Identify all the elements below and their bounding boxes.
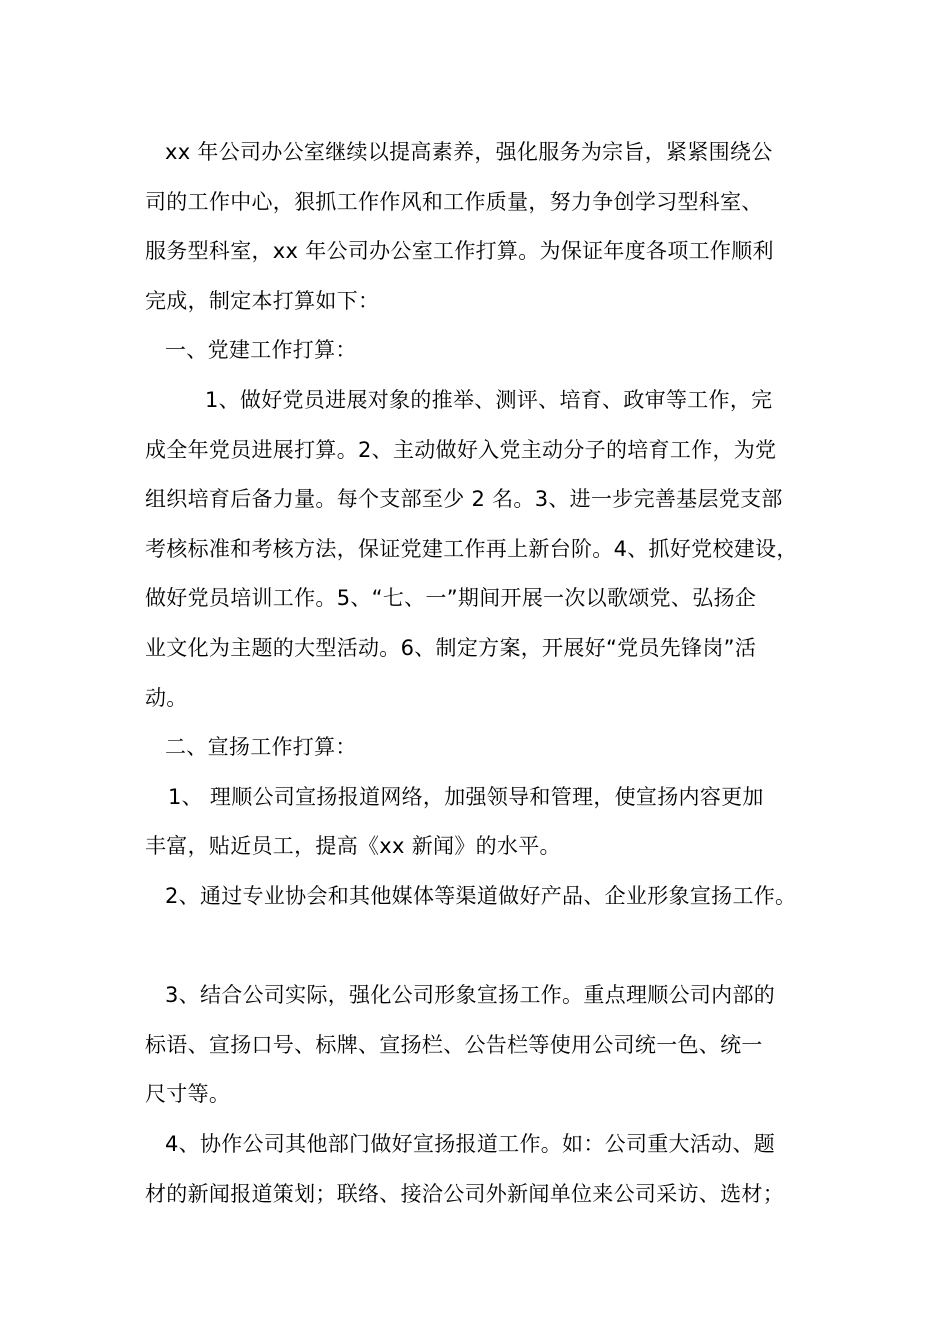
paragraph-publicity-item2: 2、通过专业协会和其他媒体等渠道做好产品、企业形象宣扬工作。 bbox=[165, 884, 797, 908]
paragraph-publicity-item3-line-1: 3、结合公司实际，强化公司形象宣扬工作。重点理顺公司内部的 bbox=[165, 983, 776, 1007]
paragraph-intro-line-2: 司的工作中心，狠抓工作作风和工作质量，努力争创学习型科室、 bbox=[145, 190, 763, 214]
paragraph-party-line-4: 考核标准和考核方法，保证党建工作再上新台阶。4、抓好党校建设， bbox=[145, 537, 798, 561]
paragraph-publicity-item3-line-3: 尺寸等。 bbox=[145, 1082, 231, 1106]
paragraph-party-line-2: 成全年党员进展打算。2、主动做好入党主动分子的培育工作，为党 bbox=[145, 438, 777, 462]
section-heading-party-building: 一、党建工作打算： bbox=[165, 338, 357, 362]
paragraph-intro-line-1: xx 年公司办公室继续以提高素养，强化服务为宗旨，紧紧围绕公 bbox=[165, 140, 773, 164]
paragraph-publicity-item3-line-2: 标语、宣扬口号、标牌、宣扬栏、公告栏等使用公司统一色、统一 bbox=[145, 1033, 763, 1057]
paragraph-party-line-3: 组织培育后备力量。每个支部至少 2 名。3、进一步完善基层党支部 bbox=[145, 487, 783, 511]
paragraph-intro-line-3: 服务型科室，xx 年公司办公室工作打算。为保证年度各项工作顺利 bbox=[145, 239, 774, 263]
paragraph-party-line-5: 做好党员培训工作。5、“七、一”期间开展一次以歌颂党、弘扬企 bbox=[145, 586, 757, 610]
paragraph-publicity-item1-line-2: 丰富，贴近员工，提高《xx 新闻》的水平。 bbox=[145, 834, 561, 858]
paragraph-party-line-7: 动。 bbox=[145, 686, 188, 710]
paragraph-party-line-6: 业文化为主题的大型活动。6、制定方案，开展好“党员先锋岗”活 bbox=[145, 636, 757, 660]
paragraph-publicity-item4-line-2: 材的新闻报道策划；联络、接洽公司外新闻单位来公司采访、选材； bbox=[145, 1182, 784, 1206]
paragraph-publicity-item4-line-1: 4、协作公司其他部门做好宣扬报道工作。如：公司重大活动、题 bbox=[165, 1132, 776, 1156]
section-heading-publicity: 二、宣扬工作打算： bbox=[165, 735, 357, 759]
paragraph-intro-line-4: 完成，制定本打算如下： bbox=[145, 289, 380, 313]
paragraph-party-line-1: 1、做好党员进展对象的推举、测评、培育、政审等工作，完 bbox=[205, 388, 773, 412]
paragraph-publicity-item1-line-1: 1、 理顺公司宣扬报道网络，加强领导和管理，使宣扬内容更加 bbox=[168, 785, 764, 809]
